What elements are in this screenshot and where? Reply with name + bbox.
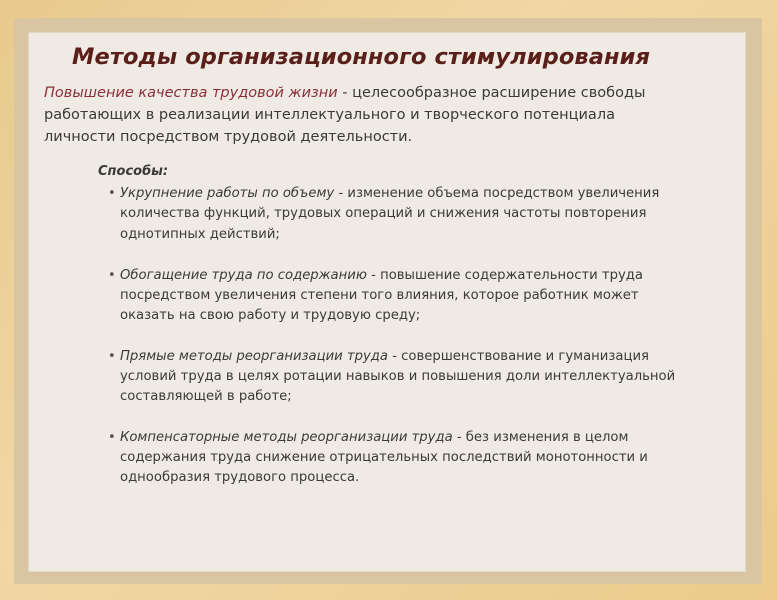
method-description: - совершенствование и гуманизация условий труда в целях ротации навыков и повышения доли интеллектуальной составляющей в работе; bbox=[120, 348, 676, 405]
method-description: - без изменения в целом содержания труда снижение отрицательных последствий монотонности и однообразия трудового процесса. bbox=[120, 429, 648, 486]
method-name: Компенсаторные методы реорганизации труда bbox=[120, 429, 453, 445]
method-item bbox=[108, 428, 688, 489]
method-name: Укрупнение работы по объему bbox=[120, 186, 335, 201]
methods-label: Способы: bbox=[98, 164, 169, 179]
intro-paragraph bbox=[44, 82, 684, 148]
bullet-icon: • bbox=[108, 348, 116, 364]
method-item bbox=[108, 184, 688, 245]
intro-definition: - целесообразное расширение свободы работающих в реализации интеллектуального и творческого потенциала личности посредством трудовой деятельности. bbox=[44, 85, 646, 145]
method-description: - изменение объема посредством увеличения количества функций, трудовых операций и снижения частоты повторения однотипных действий; bbox=[120, 186, 660, 242]
bullet-icon: • bbox=[108, 429, 116, 445]
method-description: - повышение содержательности труда посредством увеличения степени того влияния, которое работник может оказать на свою работу и трудовую среду; bbox=[120, 267, 643, 324]
method-name: Прямые методы реорганизации труда bbox=[120, 348, 389, 364]
intro-term: Повышение качества трудовой жизни bbox=[44, 85, 338, 101]
method-name: Обогащение труда по содержанию bbox=[120, 267, 367, 283]
method-item bbox=[108, 266, 688, 327]
slide-title: Методы организационного стимулирования bbox=[72, 44, 651, 70]
method-item bbox=[108, 347, 688, 408]
bullet-icon: • bbox=[108, 267, 116, 283]
bullet-icon: • bbox=[108, 186, 116, 201]
methods-list bbox=[108, 184, 688, 509]
